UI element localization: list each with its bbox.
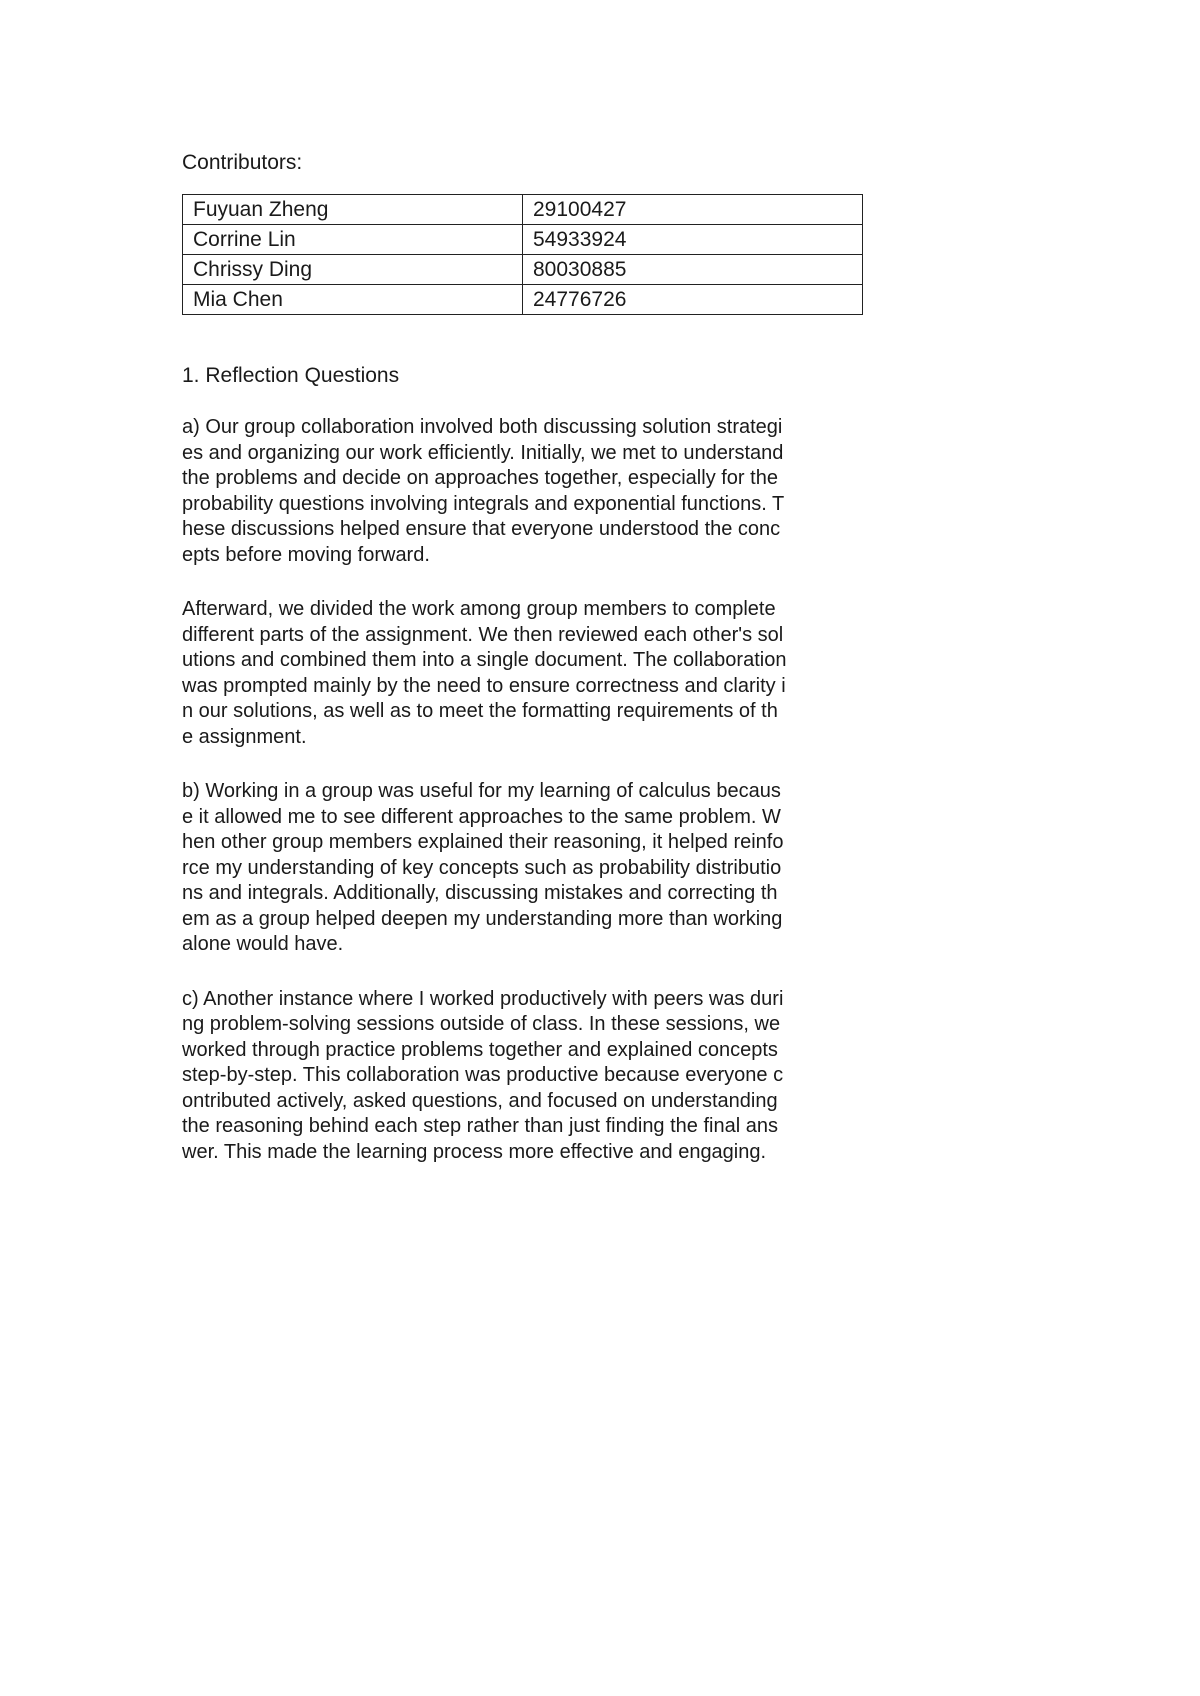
contributor-name: Chrissy Ding <box>183 255 523 285</box>
contributors-label: Contributors: <box>182 151 303 174</box>
contributor-id: 80030885 <box>523 255 863 285</box>
section-heading: 1. Reflection Questions <box>182 364 400 387</box>
contributor-id: 29100427 <box>523 195 863 225</box>
contributor-name: Mia Chen <box>183 285 523 315</box>
contributor-id: 54933924 <box>523 225 863 255</box>
table-row <box>183 255 863 285</box>
paragraph-a-continued: Afterward, we divided the work among group members to complete different parts of the assignment. We then reviewed each other's sol utions and combined them into a single document. The collaboration was prompted mainly by the need to ensure correctness and clarity i n our solutions, as well as to meet the formatting requirements of th e assignment. <box>182 598 787 748</box>
paragraph-c: c) Another instance where I worked productively with peers was duri ng problem-solving sessions outside of class. In these sessions, we worked through practice problems together and explained concepts step-by-step. This collaboration was productive because everyone c ontributed actively, asked questions, and focused on understanding the reasoning behind each step rather than just finding the final ans wer. This made the learning process more effective and engaging. <box>182 987 784 1163</box>
contributors-table <box>182 194 863 315</box>
contributor-id: 24776726 <box>523 285 863 315</box>
table-row <box>183 225 863 255</box>
contributor-name: Fuyuan Zheng <box>183 195 523 225</box>
paragraph-b: b) Working in a group was useful for my learning of calculus becaus e it allowed me to see different approaches to the same problem. W hen other group members explained their reasoning, it helped reinfo rce my understanding of key concepts such as probability distributio ns and integrals. Additionally, discussing mistakes and correcting th em as a group helped deepen my understanding more than working alone would have. <box>182 780 784 955</box>
table-row <box>183 195 863 225</box>
document-page <box>182 148 862 1194</box>
contributor-name: Corrine Lin <box>183 225 523 255</box>
paragraph-a: a) Our group collaboration involved both discussing solution strategi es and organizing our work efficiently. Initially, we met to understand the problems and decide on approaches together, especially for the probability questions involving integrals and exponential functions. T hese discussions helped ensure that everyone understood the conc epts before moving forward. <box>182 416 785 566</box>
table-row <box>183 285 863 315</box>
